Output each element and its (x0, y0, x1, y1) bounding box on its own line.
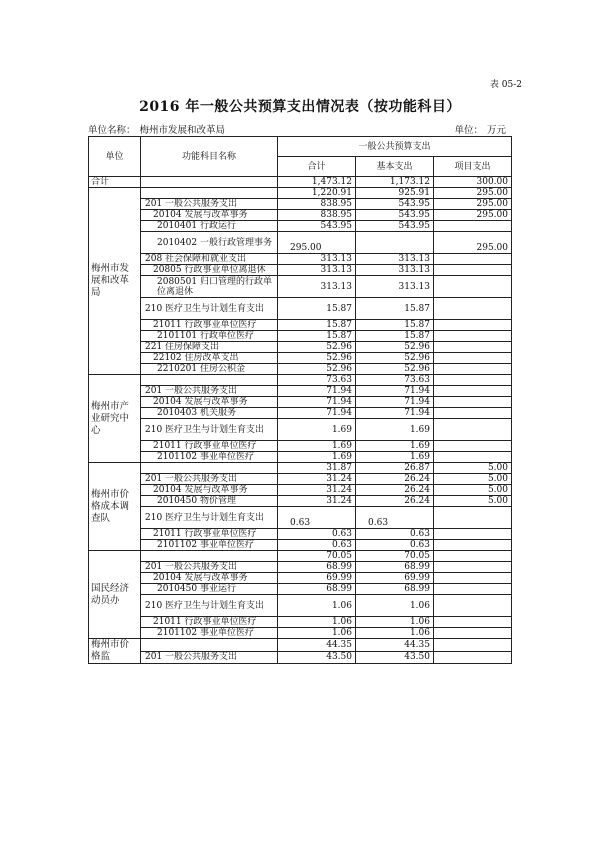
subject-name: 2010450 物价管理 (141, 496, 278, 507)
summary-subject-cell (141, 639, 278, 652)
value-total (278, 485, 356, 496)
subject-name: 210 医疗卫生与计划生育支出 (141, 595, 278, 617)
subject-row (89, 562, 512, 573)
subject-name: 21011 行政事业单位医疗 (141, 441, 278, 452)
subject-row (89, 441, 512, 452)
summary-subject-cell (141, 463, 278, 474)
value-project (434, 298, 512, 320)
value-text: 26.24 (404, 474, 430, 484)
value-project (434, 320, 512, 331)
summary-basic: 73.63 (356, 375, 434, 386)
value-total (278, 265, 356, 276)
summary-subject-cell (141, 375, 278, 386)
value-total (278, 364, 356, 375)
summary-project: 295.00 (434, 188, 512, 199)
grand-total-label: 合计 (89, 177, 141, 188)
subject-row (89, 298, 512, 320)
header-subject: 功能科目名称 (141, 137, 278, 177)
value-text: 0.63 (331, 540, 352, 550)
subject-name: 2010403 机关服务 (141, 408, 278, 419)
value-project (434, 419, 512, 441)
value-project (434, 353, 512, 364)
value-basic (356, 386, 434, 397)
subject-row (89, 496, 512, 507)
unit-name-cell: 梅州市发展和改革局 (89, 188, 141, 375)
value-text: 1.06 (409, 617, 430, 627)
value-text: 0.63 (409, 540, 430, 550)
value-total (278, 540, 356, 551)
value-text: 71.94 (326, 397, 352, 407)
value-project (434, 210, 512, 221)
value-text: 5.00 (487, 485, 508, 495)
summary-total: 1,220.91 (278, 188, 356, 199)
value-text: 69.99 (404, 573, 430, 583)
unit-name-value: 梅州市发展和改革局 (139, 125, 226, 136)
unit-summary-row (89, 375, 512, 386)
header-unit: 单位 (89, 137, 141, 177)
value-basic (356, 221, 434, 232)
value-text: 31.24 (326, 474, 352, 484)
value-basic (356, 232, 434, 254)
value-project (434, 331, 512, 342)
subject-name: 2080501 归口管理的行政单位离退休 (141, 276, 278, 298)
value-basic (356, 617, 434, 628)
summary-basic: 44.35 (356, 639, 434, 652)
value-basic (356, 595, 434, 617)
value-text: 52.96 (326, 353, 352, 363)
value-total (278, 254, 356, 265)
value-text: 15.87 (326, 331, 352, 341)
subject-row (89, 419, 512, 441)
value-project (434, 441, 512, 452)
subject-name: 2101102 事业单位医疗 (141, 452, 278, 463)
summary-total: 70.05 (278, 551, 356, 562)
value-project (434, 199, 512, 210)
value-project (434, 221, 512, 232)
budget-table (88, 136, 512, 664)
value-text: 52.96 (326, 364, 352, 374)
subject-name: 201 一般公共服务支出 (141, 562, 278, 573)
value-text: 313.13 (320, 254, 352, 264)
value-text: 71.94 (326, 386, 352, 396)
subject-name: 20104 发展与改革事务 (141, 573, 278, 584)
value-text: 313.13 (398, 281, 430, 292)
summary-project (434, 375, 512, 386)
value-total (278, 573, 356, 584)
value-project (434, 452, 512, 463)
subject-row (89, 320, 512, 331)
value-basic (356, 397, 434, 408)
value-text: 26.24 (404, 496, 430, 506)
value-text: 0.63 (368, 517, 389, 528)
unit-summary-row (89, 551, 512, 562)
summary-total: 73.63 (278, 375, 356, 386)
value-text: 1.06 (409, 628, 430, 638)
currency-unit-value: 万元 (486, 125, 506, 136)
value-basic (356, 485, 434, 496)
value-text: 313.13 (320, 265, 352, 275)
grand-total-basic: 1,173.12 (356, 177, 434, 188)
subject-name: 210 医疗卫生与计划生育支出 (141, 507, 278, 529)
value-text: 71.94 (326, 408, 352, 418)
unit-name-label: 单位名称： (88, 125, 136, 136)
subject-row (89, 221, 512, 232)
summary-project (434, 639, 512, 652)
table-number: 表 05-2 (489, 80, 522, 90)
value-text: 68.99 (326, 562, 352, 572)
subject-row (89, 529, 512, 540)
value-text: 69.99 (326, 573, 352, 583)
value-project (434, 397, 512, 408)
grand-total-row (89, 177, 512, 188)
value-total (278, 496, 356, 507)
value-total (278, 298, 356, 320)
summary-project (434, 551, 512, 562)
unit-summary-row (89, 639, 512, 652)
subject-row (89, 408, 512, 419)
value-text: 295.00 (476, 242, 508, 253)
value-basic (356, 474, 434, 485)
value-basic (356, 265, 434, 276)
value-project (434, 496, 512, 507)
header-total: 合计 (278, 157, 356, 177)
value-text: 31.24 (326, 496, 352, 506)
value-text: 15.87 (404, 320, 430, 330)
value-project (434, 595, 512, 617)
value-basic (356, 496, 434, 507)
value-text: 68.99 (404, 584, 430, 594)
value-project (434, 540, 512, 551)
value-text: 543.95 (398, 210, 430, 220)
value-total (278, 210, 356, 221)
value-total (278, 617, 356, 628)
value-basic (356, 452, 434, 463)
value-text: 43.50 (404, 652, 430, 663)
subject-name: 210 医疗卫生与计划生育支出 (141, 298, 278, 320)
value-text: 52.96 (404, 353, 430, 363)
value-text: 15.87 (404, 303, 430, 314)
value-basic (356, 573, 434, 584)
value-text: 0.63 (290, 517, 311, 528)
subject-name: 2010450 事业运行 (141, 584, 278, 595)
value-text: 838.95 (320, 210, 352, 220)
value-text: 52.96 (326, 342, 352, 352)
value-total (278, 529, 356, 540)
subject-row (89, 342, 512, 353)
value-total (278, 199, 356, 210)
value-basic (356, 529, 434, 540)
value-text: 5.00 (487, 474, 508, 484)
subject-row (89, 452, 512, 463)
value-text: 295.00 (476, 199, 508, 209)
subject-name: 201 一般公共服务支出 (141, 651, 278, 664)
value-text: 1.06 (331, 628, 352, 638)
value-project (434, 584, 512, 595)
subject-name: 2010402 一般行政管理事务 (141, 232, 278, 254)
unit-name-cell: 梅州市价格监 (89, 639, 141, 664)
value-basic (356, 210, 434, 221)
value-text: 543.95 (320, 221, 352, 231)
unit-name-cell: 梅州市产业研究中心 (89, 375, 141, 463)
value-text: 71.94 (404, 397, 430, 407)
summary-subject-cell (141, 551, 278, 562)
value-basic (356, 298, 434, 320)
value-text: 838.95 (320, 199, 352, 209)
value-text: 5.00 (487, 496, 508, 506)
value-total (278, 408, 356, 419)
value-basic (356, 342, 434, 353)
summary-subject-cell (141, 188, 278, 199)
subject-name: 20104 发展与改革事务 (141, 397, 278, 408)
value-basic (356, 408, 434, 419)
currency-unit-label: 单位： (454, 125, 483, 136)
value-total (278, 452, 356, 463)
value-text: 313.13 (398, 254, 430, 264)
value-basic (356, 364, 434, 375)
value-text: 1.69 (331, 424, 352, 435)
subject-row (89, 651, 512, 664)
value-basic (356, 441, 434, 452)
subject-row (89, 474, 512, 485)
value-total (278, 386, 356, 397)
value-project (434, 507, 512, 529)
value-total (278, 441, 356, 452)
value-project (434, 342, 512, 353)
subject-name: 20104 发展与改革事务 (141, 210, 278, 221)
subject-row (89, 353, 512, 364)
unit-summary-row (89, 463, 512, 474)
subject-name: 2101102 事业单位医疗 (141, 628, 278, 639)
value-text: 295.00 (290, 242, 322, 253)
value-text: 68.99 (404, 562, 430, 572)
value-basic (356, 199, 434, 210)
value-project (434, 474, 512, 485)
value-text: 15.87 (326, 303, 352, 314)
subject-name: 21011 行政事业单位医疗 (141, 617, 278, 628)
summary-project: 5.00 (434, 463, 512, 474)
value-total (278, 331, 356, 342)
grand-total-project: 300.00 (434, 177, 512, 188)
value-total (278, 276, 356, 298)
summary-basic: 70.05 (356, 551, 434, 562)
value-total (278, 320, 356, 331)
subject-row (89, 595, 512, 617)
value-text: 71.94 (404, 408, 430, 418)
value-text: 543.95 (398, 199, 430, 209)
value-text: 68.99 (326, 584, 352, 594)
value-text: 543.95 (398, 221, 430, 231)
value-text: 1.69 (409, 424, 430, 435)
value-basic (356, 584, 434, 595)
subject-row (89, 397, 512, 408)
unit-name-line (88, 122, 229, 136)
unit-summary-row (89, 188, 512, 199)
subject-name: 20104 发展与改革事务 (141, 485, 278, 496)
value-project (434, 276, 512, 298)
subject-row (89, 540, 512, 551)
subject-name: 201 一般公共服务支出 (141, 199, 278, 210)
value-text: 0.63 (409, 529, 430, 539)
value-project (434, 573, 512, 584)
summary-total: 44.35 (278, 639, 356, 652)
page-title: 2016 年一般公共预算支出情况表（按功能科目） (139, 99, 461, 115)
value-basic (356, 419, 434, 441)
value-total (278, 353, 356, 364)
header-row-1 (89, 137, 512, 157)
value-basic (356, 540, 434, 551)
value-basic (356, 562, 434, 573)
value-total (278, 342, 356, 353)
value-basic (356, 353, 434, 364)
value-project (434, 265, 512, 276)
subject-row (89, 364, 512, 375)
subject-row (89, 210, 512, 221)
value-text: 1.69 (409, 452, 430, 462)
value-text: 295.00 (476, 210, 508, 220)
value-project (434, 232, 512, 254)
subject-row (89, 265, 512, 276)
subject-row (89, 331, 512, 342)
value-text: 0.63 (331, 529, 352, 539)
subject-row (89, 507, 512, 529)
subject-name: 21011 行政事业单位医疗 (141, 529, 278, 540)
value-text: 15.87 (404, 331, 430, 341)
value-total (278, 584, 356, 595)
subject-name: 2010401 行政运行 (141, 221, 278, 232)
value-project (434, 408, 512, 419)
value-total (278, 507, 356, 529)
header-group: 一般公共预算支出 (278, 137, 512, 157)
value-project (434, 386, 512, 397)
subject-row (89, 617, 512, 628)
value-total (278, 474, 356, 485)
subject-name: 20805 行政事业单位离退休 (141, 265, 278, 276)
summary-total: 31.87 (278, 463, 356, 474)
grand-total-total: 1,473.12 (278, 177, 356, 188)
value-basic (356, 254, 434, 265)
subject-row (89, 199, 512, 210)
value-text: 43.50 (326, 652, 352, 663)
value-basic (356, 651, 434, 664)
subject-name: 22102 住房改革支出 (141, 353, 278, 364)
subject-row (89, 485, 512, 496)
subject-row (89, 232, 512, 254)
value-text: 313.13 (320, 281, 352, 292)
value-total (278, 232, 356, 254)
subject-row (89, 254, 512, 265)
subject-row (89, 276, 512, 298)
value-project (434, 254, 512, 265)
subject-name: 210 医疗卫生与计划生育支出 (141, 419, 278, 441)
value-text: 313.13 (398, 265, 430, 275)
value-total (278, 562, 356, 573)
subject-row (89, 628, 512, 639)
value-text: 15.87 (326, 320, 352, 330)
value-project (434, 364, 512, 375)
subject-name: 201 一般公共服务支出 (141, 386, 278, 397)
header-project: 项目支出 (434, 157, 512, 177)
subject-name: 2101101 行政单位医疗 (141, 331, 278, 342)
value-project (434, 562, 512, 573)
value-total (278, 651, 356, 664)
grand-total-subject (141, 177, 278, 188)
value-project (434, 628, 512, 639)
value-text: 26.24 (404, 485, 430, 495)
value-project (434, 651, 512, 664)
unit-name-cell: 梅州市价格成本调查队 (89, 463, 141, 551)
subject-name: 2101102 事业单位医疗 (141, 540, 278, 551)
subject-row (89, 584, 512, 595)
value-basic (356, 628, 434, 639)
summary-basic: 26.87 (356, 463, 434, 474)
subject-name: 208 社会保障和就业支出 (141, 254, 278, 265)
header-basic: 基本支出 (356, 157, 434, 177)
value-text: 71.94 (404, 386, 430, 396)
value-basic (356, 507, 434, 529)
value-text: 1.69 (409, 441, 430, 451)
value-project (434, 485, 512, 496)
value-total (278, 397, 356, 408)
value-basic (356, 276, 434, 298)
value-basic (356, 331, 434, 342)
value-text: 1.69 (331, 452, 352, 462)
value-total (278, 419, 356, 441)
value-text: 1.06 (331, 600, 352, 611)
value-text: 1.06 (409, 600, 430, 611)
value-project (434, 617, 512, 628)
value-total (278, 595, 356, 617)
value-basic (356, 320, 434, 331)
value-project (434, 529, 512, 540)
subject-row (89, 386, 512, 397)
subject-name: 2210201 住房公积金 (141, 364, 278, 375)
subject-name: 21011 行政事业单位医疗 (141, 320, 278, 331)
value-text: 31.24 (326, 485, 352, 495)
value-text: 52.96 (404, 342, 430, 352)
value-total (278, 221, 356, 232)
subject-name: 201 一般公共服务支出 (141, 474, 278, 485)
currency-unit-line (454, 122, 510, 136)
subject-name: 221 住房保障支出 (141, 342, 278, 353)
summary-basic: 925.91 (356, 188, 434, 199)
unit-name-cell: 国民经济动员办 (89, 551, 141, 639)
value-text: 1.69 (331, 441, 352, 451)
value-text: 1.06 (331, 617, 352, 627)
subject-row (89, 573, 512, 584)
value-total (278, 628, 356, 639)
value-text: 52.96 (404, 364, 430, 374)
